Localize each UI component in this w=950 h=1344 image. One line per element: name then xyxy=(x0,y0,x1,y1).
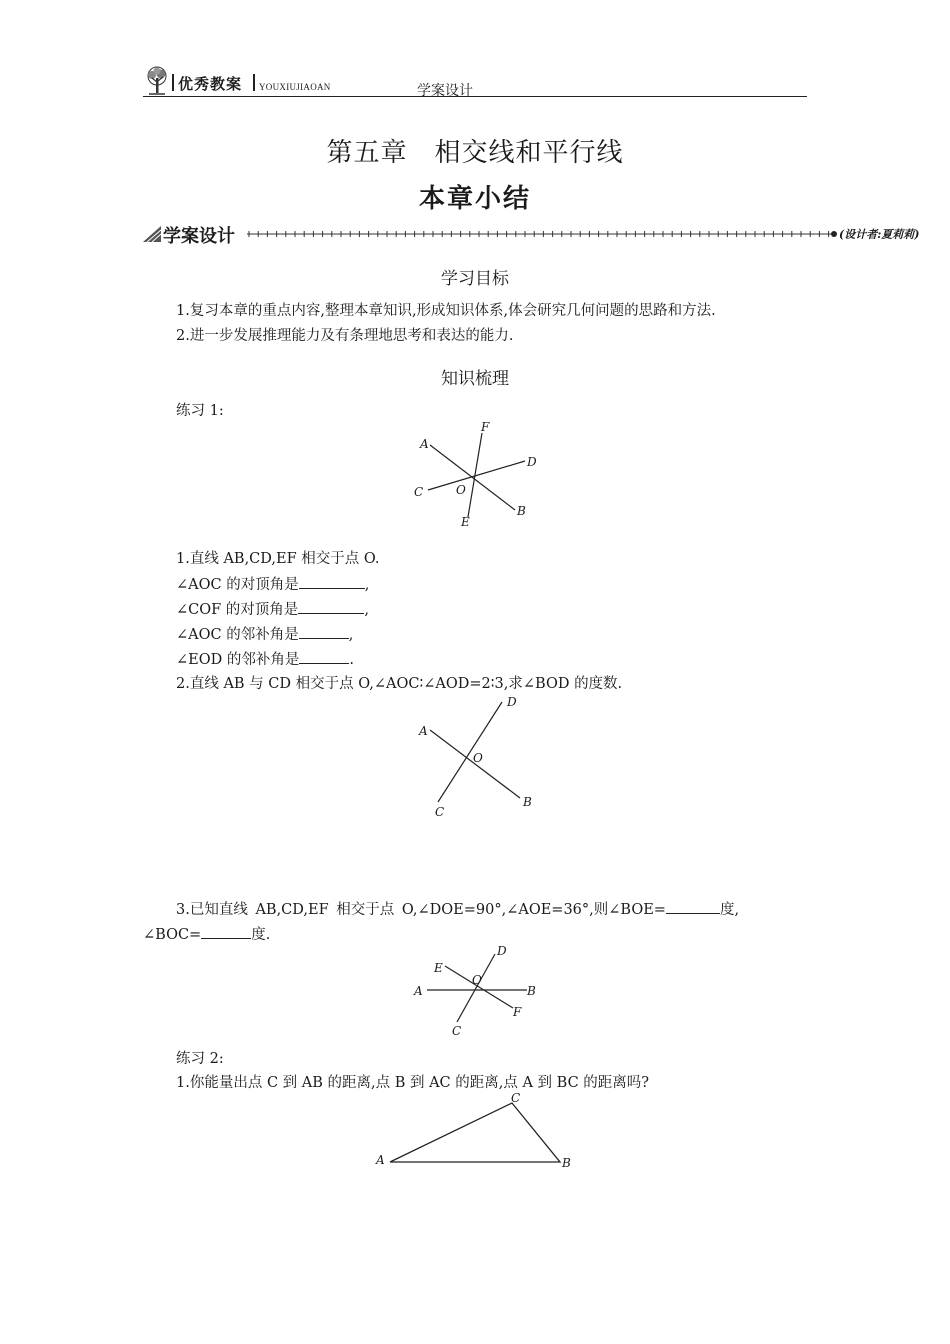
fill-line-text: ∠AOC 的邻补角是 xyxy=(176,627,299,643)
fill-line xyxy=(176,599,369,620)
tick-ruler xyxy=(247,228,839,240)
fill-line xyxy=(176,624,353,645)
header-subtitle: 学案设计 xyxy=(417,83,473,99)
question-1-stem: 1.直线 AB,CD,EF 相交于点 O. xyxy=(176,551,380,567)
tree-logo-icon xyxy=(143,66,171,96)
chapter-title: 第五章 相交线和平行线 xyxy=(326,138,624,168)
point-label: O xyxy=(473,751,483,765)
answer-blank[interactable] xyxy=(666,899,720,914)
point-label: C xyxy=(414,485,424,499)
question-3-text: 度, xyxy=(719,902,740,918)
figure-triangle-abc xyxy=(370,1088,580,1173)
fill-line-text: ∠COF 的对顶角是 xyxy=(176,602,299,618)
point-label: D xyxy=(507,695,517,709)
practice2-question-1-stem: 1.你能量出点 C 到 AB 的距离,点 B 到 AC 的距离,点 A 到 BC 的距离吗? xyxy=(176,1075,650,1091)
point-label: A xyxy=(376,1153,385,1167)
practice2-label: 练习 2: xyxy=(176,1051,224,1067)
practice1-label: 练习 1: xyxy=(176,403,224,419)
fill-line-end: , xyxy=(364,577,370,593)
point-label: C xyxy=(511,1091,521,1105)
fill-line xyxy=(176,574,369,595)
summary-title: 本章小结 xyxy=(418,184,531,214)
design-bar-label: 学案设计 xyxy=(163,226,235,247)
goal-item: 1.复习本章的重点内容,整理本章知识,形成知识体系,体会研究几何问题的思路和方法. xyxy=(176,303,716,319)
point-label: A xyxy=(414,984,423,998)
fill-line-text: ∠AOC 的对顶角是 xyxy=(176,577,299,593)
point-label: B xyxy=(527,984,536,998)
figure-intersecting-lines-1 xyxy=(400,415,550,535)
figure-intersecting-lines-2 xyxy=(405,690,555,825)
brand-english: YOUXIUJIAOAN xyxy=(259,82,331,92)
question-3-text: 度. xyxy=(251,927,271,943)
point-label: A xyxy=(420,437,429,451)
point-label: B xyxy=(562,1156,571,1170)
designer-credit: (设计者:夏莉莉) xyxy=(839,228,920,241)
point-label: B xyxy=(523,795,532,809)
brand-separator xyxy=(172,74,174,91)
page-header xyxy=(143,66,807,100)
fill-line-end: . xyxy=(349,652,354,668)
knowledge-heading: 知识梳理 xyxy=(441,369,509,389)
point-label: A xyxy=(419,724,428,738)
goal-item: 2.进一步发展推理能力及有条理地思考和表达的能力. xyxy=(176,328,514,344)
point-label: D xyxy=(497,944,507,958)
triangle-marker-icon xyxy=(143,226,161,242)
point-label: C xyxy=(435,805,445,819)
point-label: O xyxy=(472,973,482,987)
brand-name: 优秀教案 xyxy=(178,75,243,93)
question-3-line-1 xyxy=(176,899,808,920)
answer-blank[interactable] xyxy=(299,574,365,589)
fill-line-end: , xyxy=(364,602,369,618)
answer-blank[interactable] xyxy=(201,924,251,939)
question-2-stem: 2.直线 AB 与 CD 相交于点 O,∠AOC∶∠AOD=2∶3,求∠BOD 的度数. xyxy=(176,676,623,692)
question-3-line-2 xyxy=(143,924,270,945)
fill-line xyxy=(176,649,354,670)
point-label: E xyxy=(434,961,443,975)
point-label: O xyxy=(456,483,466,497)
answer-blank[interactable] xyxy=(299,649,349,664)
fill-line-text: ∠EOD 的邻补角是 xyxy=(176,652,300,668)
point-label: C xyxy=(452,1024,462,1038)
header-rule xyxy=(143,96,807,97)
point-label: F xyxy=(481,420,490,434)
point-label: E xyxy=(461,515,470,529)
point-label: F xyxy=(513,1005,522,1019)
figure-intersecting-lines-3 xyxy=(405,940,555,1040)
question-3-text: 3.已知直线 AB,CD,EF 相交于点 O,∠DOE=90°,∠AOE=36°,则∠BOE= xyxy=(176,902,666,918)
goals-heading: 学习目标 xyxy=(441,269,509,289)
answer-blank[interactable] xyxy=(299,624,349,639)
question-3-text: ∠BOC= xyxy=(143,927,202,943)
point-label: D xyxy=(527,455,537,469)
design-bar xyxy=(143,222,943,246)
brand-separator xyxy=(253,74,255,91)
answer-blank[interactable] xyxy=(298,599,364,614)
point-label: B xyxy=(517,504,526,518)
fill-line-end: , xyxy=(348,627,354,643)
